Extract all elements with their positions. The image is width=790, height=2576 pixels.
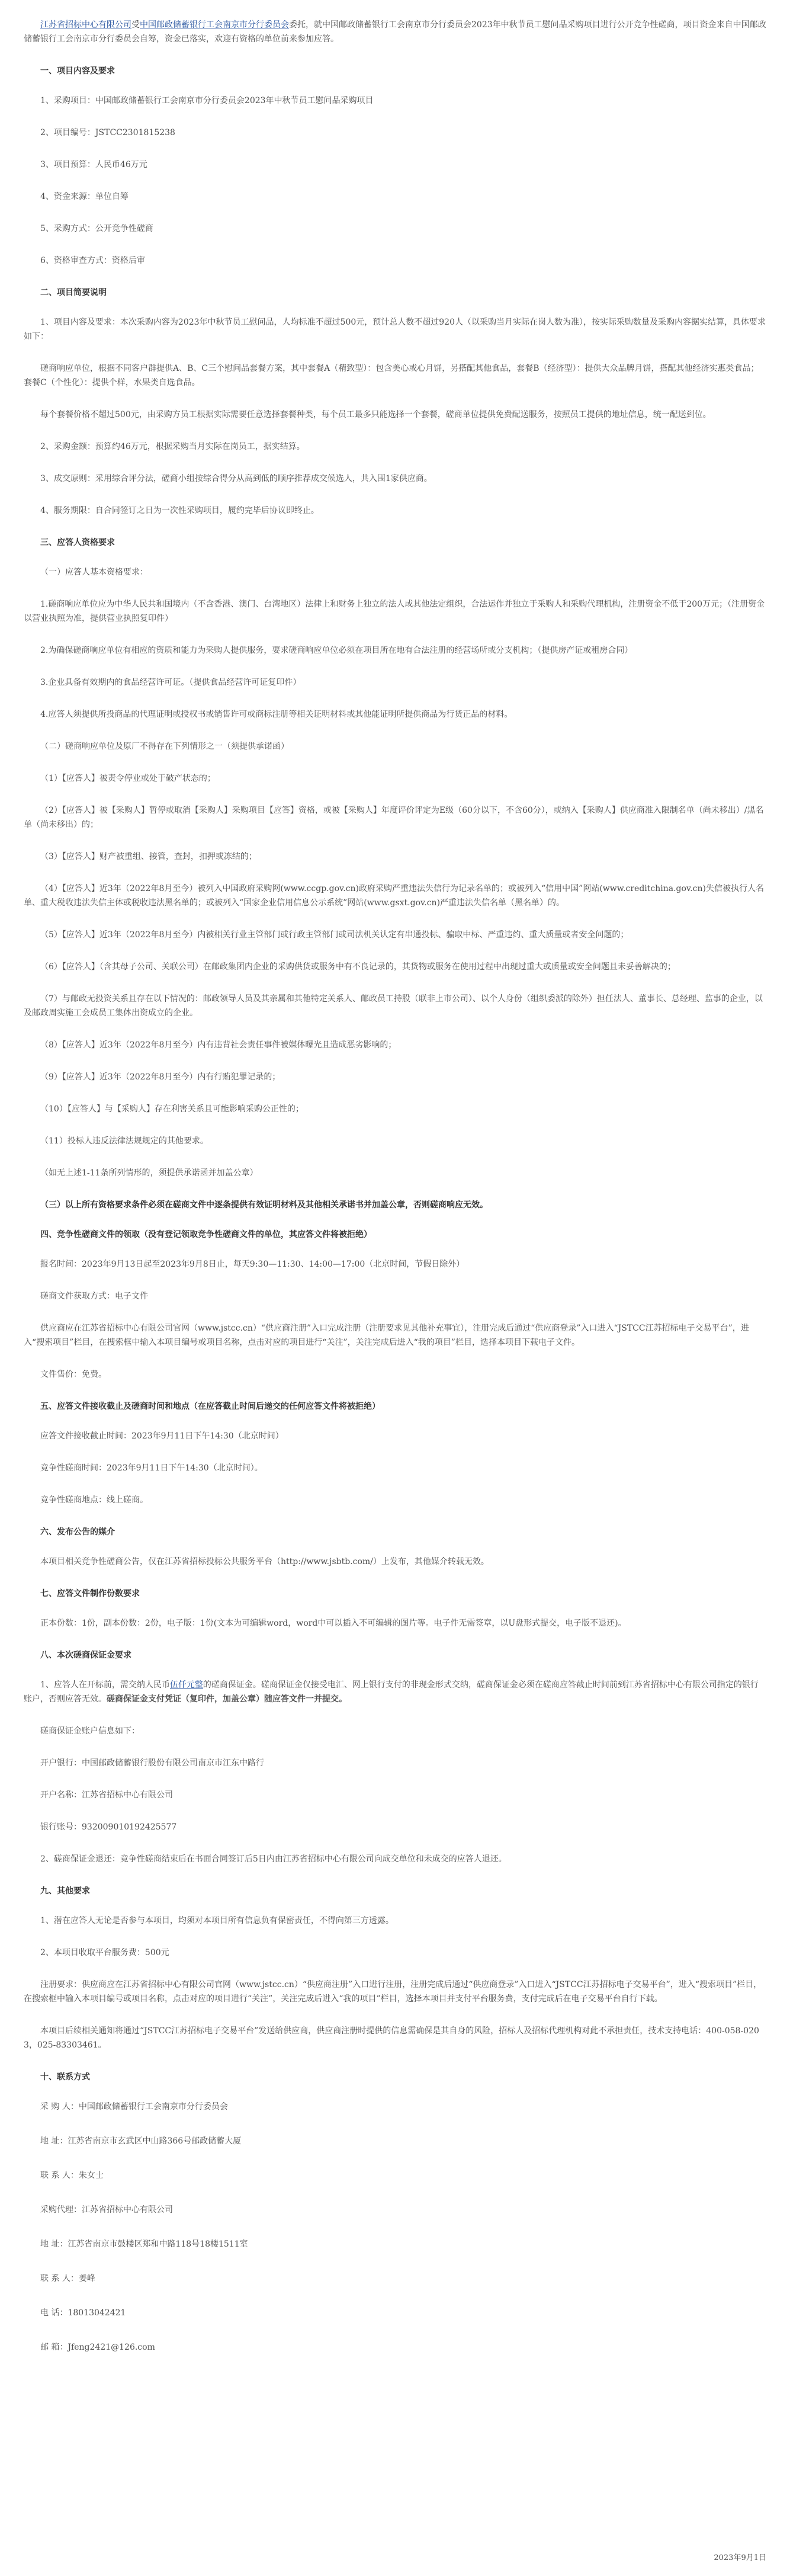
s3-restriction: （3）【应答人】财产被重组、接管，查封，扣押或冻结的； xyxy=(40,852,257,861)
s5-item: 竞争性磋商地点：线上磋商。 xyxy=(40,1495,148,1505)
s1-item: 4、资金来源：单位自筹 xyxy=(40,192,129,201)
s3-restriction: （9）【应答人】近3年（2022年8月至今）内有行贿犯罪记录的； xyxy=(40,1072,281,1082)
section-10-title: 十、联系方式 xyxy=(40,2072,90,2082)
s9-item: 1、潜在应答人无论是否参与本项目，均须对本项目所有信息负有保密责任，不得向第三方透露。 xyxy=(40,1916,394,1925)
s9-paragraph: 本项目后续相关通知将通过“JSTCC江苏招标电子交易平台”发送给供应商，供应商注册时提供的信息需确保是其自身的风险，招标人及招标代理机构对此不承担责任，技术支持电话：400-058-0203，025-83303461。 xyxy=(24,2026,759,2050)
contact-line: 电 话：18013042421 xyxy=(40,2308,126,2318)
s3-subtitle: （一）应答人基本资格要求： xyxy=(40,568,148,577)
s1-item: 1、采购项目：中国邮政储蓄银行工会南京市分行委员会2023年中秋节员工慰问品采购项目 xyxy=(40,96,374,105)
intro-paragraph xyxy=(24,18,766,46)
s5-item: 应答文件接收截止时间：2023年9月11日下午14:30（北京时间） xyxy=(40,1431,284,1441)
contact-line: 采 购 人：中国邮政储蓄银行工会南京市分行委员会 xyxy=(40,2102,228,2112)
s3-qualification: 4.应答人须提供所投商品的代理证明或授权书或销售许可或商标注册等相关证明材料或其他能证明所提供商品为行货正品的材料。 xyxy=(40,710,513,719)
s8-text: 的磋商保证金。磋商保证金仅接受电汇、网上银行支付的非现金形式交纳，磋商保证金必须在磋商应答截止时间前到江苏省招标中心有限公司指定的银行账户，否则应答无效。 xyxy=(24,1680,759,1704)
s9-paragraph: 注册要求：供应商应在江苏省招标中心有限公司官网（www.jstcc.cn）“供应商注册”入口进行注册，注册完成后通过“供应商登录”入口进入“JSTCC江苏招标电子交易平台”，进入“搜索项目”栏目，在搜索框中输入本项目编号或项目名称，点击对应的项目进行“关注”，关注完成后进入“我的项目”栏目，选择本项目并支付平台服务费，支付完成后在电子交易平台自行下载。 xyxy=(24,1980,762,2004)
agent-link[interactable]: 江苏省招标中心有限公司 xyxy=(40,20,131,30)
s2-paragraph: 每个套餐价格不超过500元，由采购方员工根据实际需要任意选择套餐种类，每个员工最多只能选择一个套餐，磋商单位提供免费配送服务，按照员工提供的地址信息，统一配送到位。 xyxy=(40,410,711,419)
section-1-title: 一、项目内容及要求 xyxy=(40,66,115,76)
s5-item: 竞争性磋商时间：2023年9月11日下午14:30（北京时间）。 xyxy=(40,1463,263,1473)
s6-paragraph: 本项目相关竞争性磋商公告，仅在江苏省招标投标公共服务平台（http://www.jsbtb.com/）上发布，其他媒介转载无效。 xyxy=(40,1557,489,1566)
s3-restriction: （11）投标人违反法律法规规定的其他要求。 xyxy=(40,1136,208,1146)
intro-connector: 受 xyxy=(131,20,140,30)
intro-text: 委托，就中国邮政储蓄银行工会南京市分行委员会2023年中秋节员工慰问品采购项目进行公开竞争性磋商，项目资金来自中国邮政储蓄银行工会南京市分行委员会自筹，资金已落实，欢迎有资格的单位前来参加应答。 xyxy=(24,20,766,44)
s3-qualification: 2.为确保磋商响应单位有相应的资质和能力为采购人提供服务，要求磋商响应单位必须在项目所在地有合法注册的经营场所或分支机构；（提供房产证或租房合同） xyxy=(40,646,633,655)
section-5-title: 五、应答文件接收截止及磋商时间和地点（在应答截止时间后递交的任何应答文件将被拒绝） xyxy=(40,1402,380,1411)
s2-paragraph: 磋商响应单位，根据不同客户群提供A、B、C三个慰问品套餐方案，其中套餐A（精致型）：包含美心或心月饼，另搭配其他食品，套餐B（经济型）：提供大众品牌月饼，搭配其他经济实惠类食品；套餐C（个性化）：提供个样，水果类自选食品。 xyxy=(24,364,759,387)
s3-qualification: 1.磋商响应单位应为中华人民共和国境内（不含香港、澳门、台湾地区）法律上和财务上独立的法人或其他法定组织，合法运作并独立于采购人和采购代理机构，注册资金不低于200万元；（注册资金以营业执照为准，提供营业执照复印件） xyxy=(24,600,765,623)
contact-line: 采购代理：江苏省招标中心有限公司 xyxy=(40,2205,173,2215)
section-4-title: 四、竞争性磋商文件的领取（没有登记领取竞争性磋商文件的单位，其应答文件将被拒绝） xyxy=(40,1230,372,1239)
s8-paragraph: 磋商保证金账户信息如下： xyxy=(40,1726,140,1736)
s3-restriction: （2）【应答人】被【采购人】暂停或取消【采购人】采购项目【应答】资格，或被【采购人】年度评价评定为E级（60分以下，不含60分），或纳入【采购人】供应商准入限制名单（尚未移出）/黑名单（尚未移出）的； xyxy=(24,806,764,829)
s8-deposit-amount: 伍仟元整 xyxy=(169,1680,203,1690)
section-6-title: 六、发布公告的媒介 xyxy=(40,1527,115,1537)
s1-item: 5、采购方式：公开竞争性磋商 xyxy=(40,224,153,233)
s4-paragraph: 供应商应在江苏省招标中心有限公司官网（www.jstcc.cn）“供应商注册”入口完成注册（注册要求见其他补充事宜），注册完成后通过“供应商登录”入口进入“JSTCC江苏招标电子交易平台”，进入“搜索项目”栏目，在搜索框中输入本项目编号或项目名称，点击对应的项目进行“关注”，关注完成后进入“我的项目”栏目，选择本项目下载电子文件。 xyxy=(24,1324,749,1347)
contact-line: 联 系 人：朱女士 xyxy=(40,2171,104,2180)
s2-paragraph: 1、项目内容及要求：本次采购内容为2023年中秋节员工慰问品，人均标准不超过500元，预计总人数不超过920人（以采购当月实际在岗人数为准），按实际采购数量及采购内容据实结算，具体要求如下： xyxy=(24,318,766,341)
s1-item: 2、项目编号：JSTCC2301815238 xyxy=(40,128,175,137)
s8-paragraph: 2、磋商保证金退还：竞争性磋商结束后在书面合同签订后5日内由江苏省招标中心有限公司向成交单位和未成交的应答人退还。 xyxy=(40,1854,507,1864)
purchaser-link[interactable]: 中国邮政储蓄银行工会南京市分行委员会 xyxy=(140,20,289,30)
s2-paragraph: 2、采购金额：预算约46万元，根据采购当月实际在岗员工，据实结算。 xyxy=(40,442,305,451)
s2-paragraph: 4、服务期限：自合同签订之日为一次性采购项目，履约完毕后协议即终止。 xyxy=(40,506,319,515)
s3-restriction: （1）【应答人】被责令停业或处于破产状态的； xyxy=(40,774,216,783)
s3-restriction: （6）【应答人】（含其母子公司、关联公司）在邮政集团内企业的采购供货或服务中有不良记录的，其货物或服务在使用过程中出现过重大或质量或安全问题且未妥善解决的； xyxy=(40,962,676,972)
section-7-title: 七、应答文件制作份数要求 xyxy=(40,1589,140,1598)
contact-line: 地 址：江苏省南京市玄武区中山路366号邮政储蓄大厦 xyxy=(40,2136,242,2146)
s1-item: 6、资格审查方式：资格后审 xyxy=(40,256,145,265)
section-3-title: 三、应答人资格要求 xyxy=(40,538,115,547)
s9-item: 2、本项目收取平台服务费：500元 xyxy=(40,1948,169,1957)
s7-paragraph: 正本份数：1份，副本份数：2份，电子版：1份(文本为可编辑word，word中可以插入不可编辑的图片等。电子件无需签章，以U盘形式提交，电子版不退还)。 xyxy=(40,1619,627,1628)
s8-text: 1、应答人在开标前，需交纳人民币 xyxy=(40,1680,170,1690)
s4-paragraph: 文件售价：免费。 xyxy=(40,1370,107,1379)
announcement-document xyxy=(24,18,766,2375)
s3-restriction: （8）【应答人】近3年（2022年8月至今）内有违背社会责任事件被媒体曝光且造成恶劣影响的； xyxy=(40,1040,397,1050)
contact-line: 联 系 人：姜峰 xyxy=(40,2274,95,2283)
s2-paragraph: 3、成交原则：采用综合评分法，磋商小组按综合得分从高到低的顺序推荐成交候选人，共入围1家供应商。 xyxy=(40,474,432,483)
publish-date: 2023年9月1日 xyxy=(714,2553,766,2562)
s4-paragraph: 报名时间：2023年9月13日起至2023年9月8日止，每天9:30—11:30、14:00—17:00（北京时间，节假日除外） xyxy=(40,1260,465,1269)
contact-line: 地 址：江苏省南京市鼓楼区郑和中路118号18楼1511室 xyxy=(40,2239,248,2249)
s3-warning: （三）以上所有资格要求条件必须在磋商文件中逐条提供有效证明材料及其他相关承诺书并加盖公章，否则磋商响应无效。 xyxy=(40,1200,488,1210)
s3-qualification: 3.企业具备有效期内的食品经营许可证。（提供食品经营许可证复印件） xyxy=(40,678,301,687)
s4-paragraph: 磋商文件获取方式：电子文件 xyxy=(40,1292,148,1301)
contact-line: 邮 箱：Jfeng2421@126.com xyxy=(40,2343,155,2352)
s8-account-line: 开户银行：中国邮政储蓄银行股份有限公司南京市江东中路行 xyxy=(40,1758,264,1768)
s3-restriction: （7）与邮政无投资关系且存在以下情况的：邮政领导人员及其亲属和其他特定关系人、邮政员工持股（联非上市公司）、以个人身份（组织委派的除外）担任法人、董事长、总经理、监事的企业，以及邮政周实施工会成员工集体出资成立的企业。 xyxy=(24,994,763,1018)
s8-bold-note: 磋商保证金支付凭证（复印件，加盖公章）随应答文件一并提交。 xyxy=(107,1694,347,1704)
s8-account-line: 开户名称：江苏省招标中心有限公司 xyxy=(40,1790,173,1800)
section-8-title: 八、本次磋商保证金要求 xyxy=(40,1651,131,1660)
section-9-title: 九、其他要求 xyxy=(40,1886,90,1896)
s1-item: 3、项目预算：人民币46万元 xyxy=(40,160,147,169)
s8-paragraph xyxy=(24,1678,766,1706)
s3-restriction: （10）【应答人】与【采购人】存在利害关系且可能影响采购公正性的； xyxy=(40,1104,304,1114)
s8-account-line: 银行账号：932009010192425577 xyxy=(40,1822,177,1832)
s3-restriction: （如无上述1-11条所列情形的，须提供承诺函并加盖公章） xyxy=(40,1168,258,1178)
s3-restriction: （4）【应答人】近3年（2022年8月至今）被列入中国政府采购网(www.ccgp.gov.cn)政府采购严重违法失信行为记录名单的；或被列入“信用中国”网站(www.creditchina.gov.cn)失信被执行人名单、重大税收违法失信主体或税收违法黑名单的；或被列入“国家企业信用信息公示系统”网站(www.gsxt.gov.cn)严重违法失信名单（黑名单）的。 xyxy=(24,884,764,908)
s3-restriction: （5）【应答人】近3年（2022年8月至今）内被相关行业主管部门或行政主管部门或司法机关认定有串通投标、骗取中标、严重违约、重大质量或者安全问题的； xyxy=(40,930,629,940)
section-2-title: 二、项目简要说明 xyxy=(40,288,107,297)
s3-subtitle: （二）磋商响应单位及原厂不得存在下列情形之一（须提供承诺函） xyxy=(40,742,289,751)
